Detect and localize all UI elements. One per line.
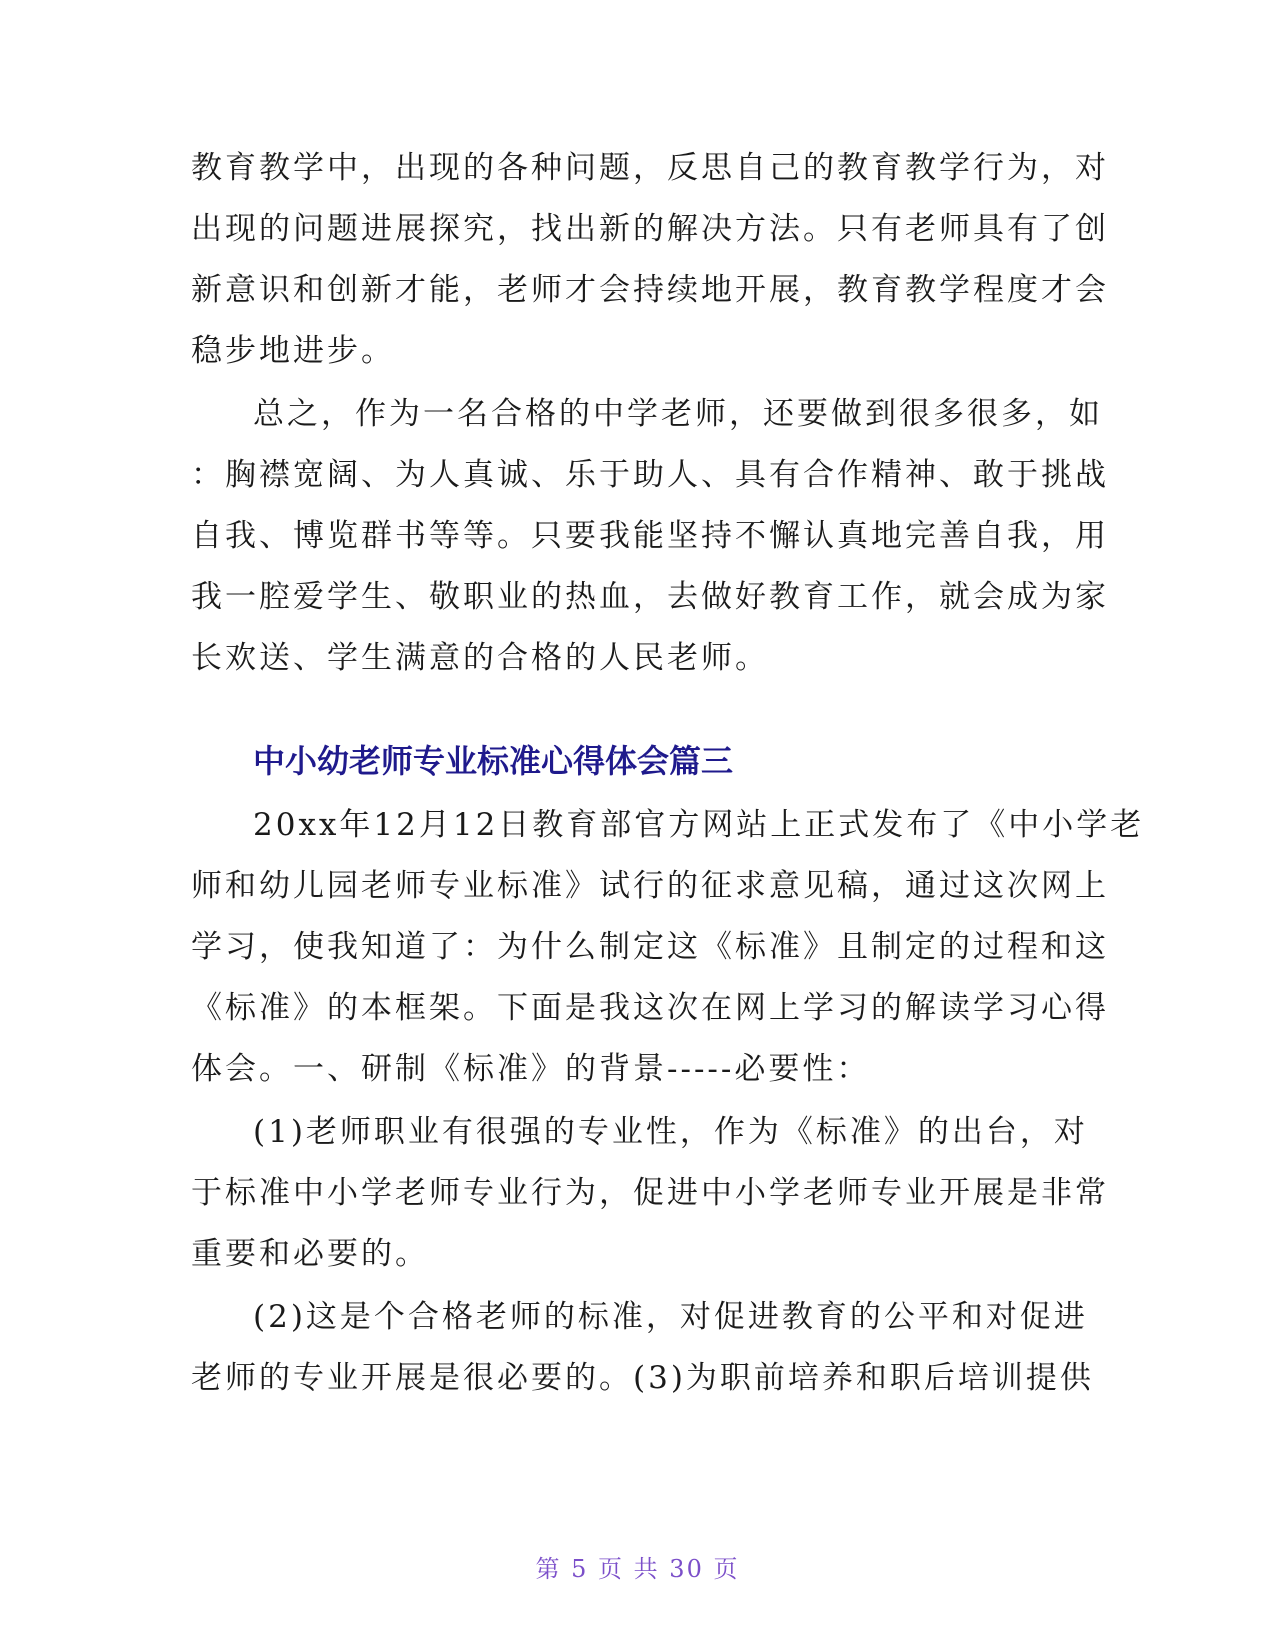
text-line: 学习，使我知道了：为什么制定这《标准》且制定的过程和这 (191, 929, 1109, 965)
text-line: ：胸襟宽阔、为人真诚、乐于助人、具有合作精神、敢于挑战 (191, 457, 1109, 493)
text-line: 于标准中小学老师专业行为，促进中小学老师专业开展是非常 (191, 1175, 1109, 1211)
text-line: (1)老师职业有很强的专业性，作为《标准》的出台，对 (253, 1114, 1088, 1150)
page-number-footer: 第 5 页 共 30 页 (535, 1555, 740, 1583)
text-line: 长欢送、学生满意的合格的人民老师。 (191, 640, 769, 676)
text-line: 新意识和创新才能，老师才会持续地开展，教育教学程度才会 (191, 272, 1109, 308)
text-line: 《标准》的本框架。下面是我这次在网上学习的解读学习心得 (191, 990, 1109, 1026)
text-line: 老师的专业开展是很必要的。(3)为职前培养和职后培训提供 (191, 1360, 1094, 1396)
text-line: 总之，作为一名合格的中学老师，还要做到很多很多，如 (253, 396, 1103, 432)
text-line: 稳步地进步。 (191, 333, 395, 369)
text-line: 我一腔爱学生、敬职业的热血，去做好教育工作，就会成为家 (191, 579, 1109, 615)
text-line: (2)这是个合格老师的标准，对促进教育的公平和对促进 (253, 1299, 1088, 1335)
text-line: 20xx年12月12日教育部官方网站上正式发布了《中小学老 (253, 807, 1145, 843)
text-line: 教育教学中，出现的各种问题，反思自己的教育教学行为，对 (191, 150, 1109, 186)
text-line: 出现的问题进展探究，找出新的解决方法。只有老师具有了创 (191, 211, 1109, 247)
section-title: 中小幼老师专业标准心得体会篇三 (253, 742, 734, 780)
text-line: 自我、博览群书等等。只要我能坚持不懈认真地完善自我，用 (191, 518, 1109, 554)
text-line: 体会。一、研制《标准》的背景-----必要性： (191, 1051, 871, 1087)
text-line: 重要和必要的。 (191, 1236, 429, 1272)
text-line: 师和幼儿园老师专业标准》试行的征求意见稿，通过这次网上 (191, 868, 1109, 904)
